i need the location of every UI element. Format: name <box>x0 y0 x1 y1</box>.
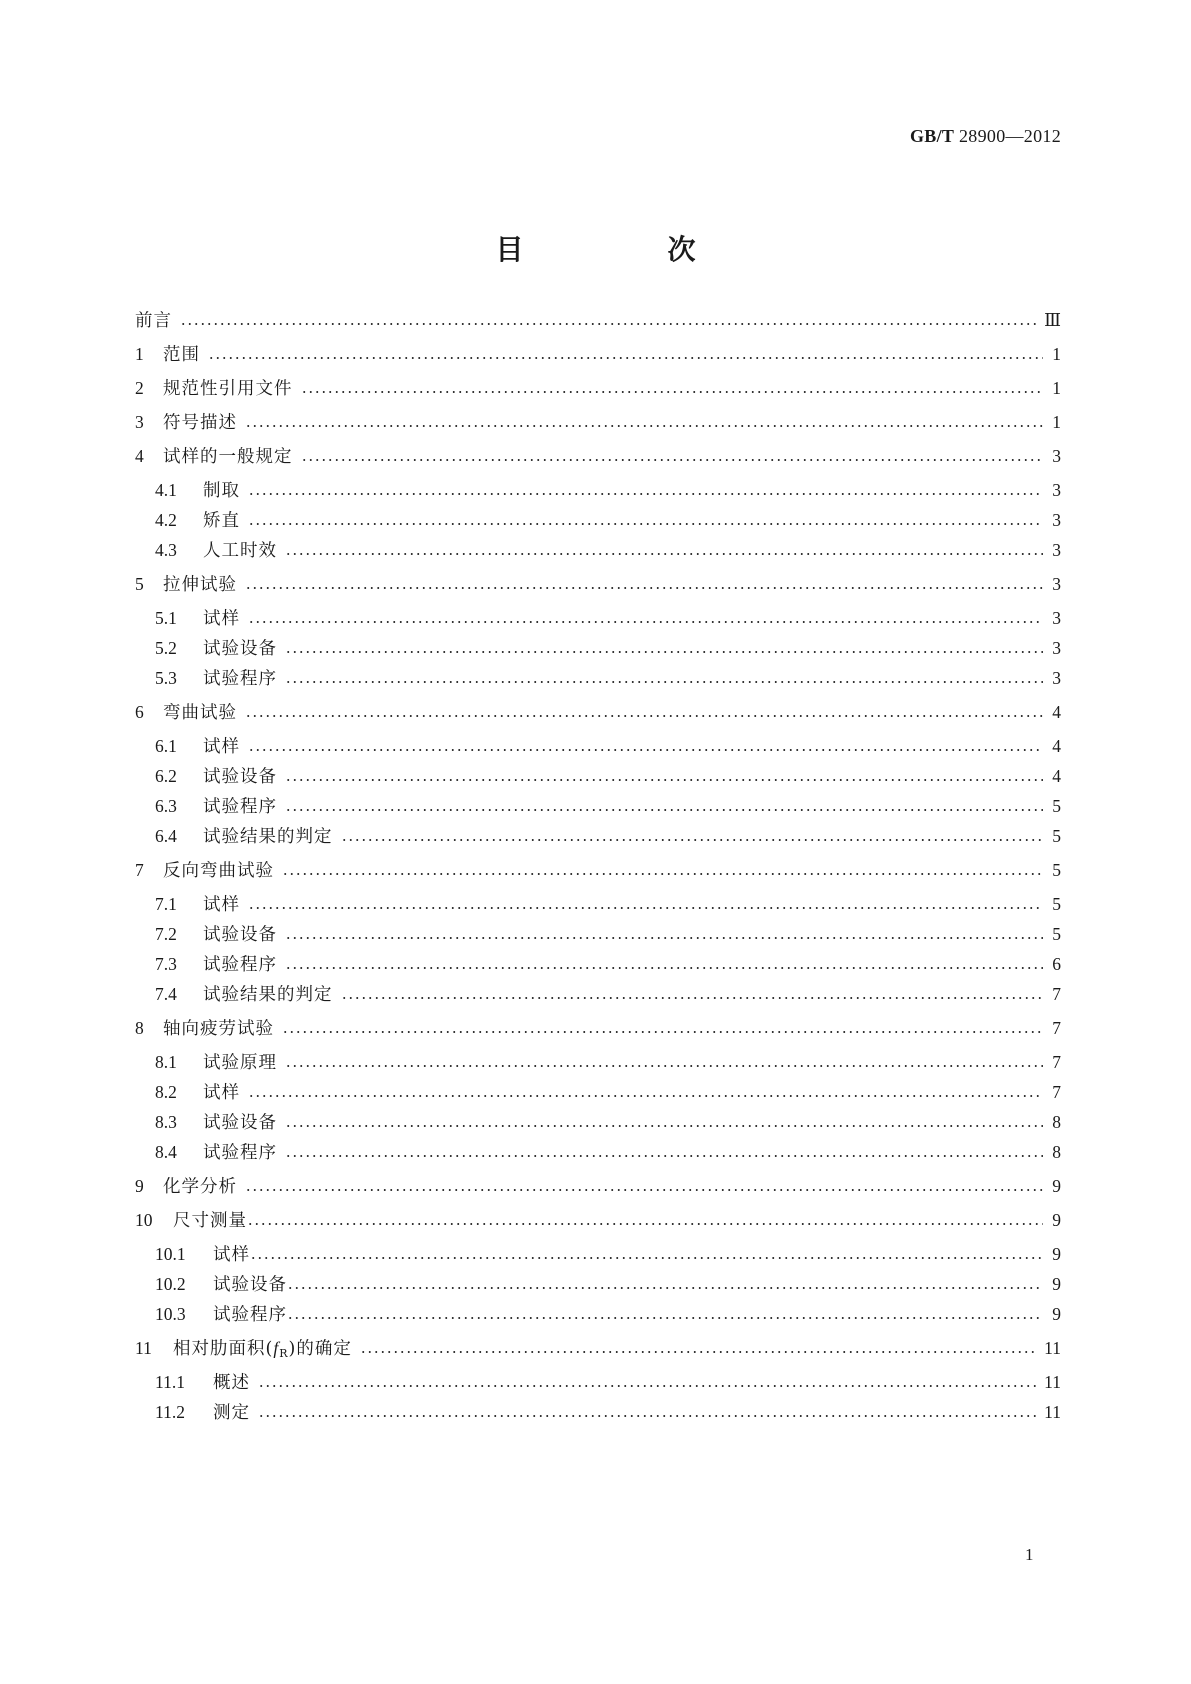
toc-dot-leader <box>301 390 1044 394</box>
toc-entry-page: 1 <box>1052 378 1061 398</box>
toc-entry-page: 6 <box>1052 954 1061 974</box>
toc-entry-number: 1 <box>135 344 144 364</box>
toc-entry-label: 测定 <box>213 1403 250 1423</box>
toc-entry-page: 4 <box>1052 766 1061 786</box>
toc-dot-leader <box>245 424 1043 428</box>
toc-entry-label: 概述 <box>213 1373 250 1393</box>
toc-entry-number: 8.2 <box>155 1082 177 1102</box>
toc-entry-page: 1 <box>1052 344 1061 364</box>
toc-entry[interactable] <box>135 307 1061 333</box>
toc-dot-leader <box>301 458 1044 462</box>
toc-entry-page: 5 <box>1052 924 1061 944</box>
toc-entry-label: 试验结果的判定 <box>203 985 333 1005</box>
toc-entry[interactable] <box>155 981 1061 1007</box>
toc-dot-leader <box>248 748 1043 752</box>
toc-entry-page: 4 <box>1052 702 1061 722</box>
toc-entry-label: 试验原理 <box>203 1053 277 1073</box>
toc-entry[interactable] <box>155 823 1061 849</box>
toc-entry-label: 制取 <box>203 481 240 501</box>
toc-entry-label: 符号描述 <box>163 413 237 433</box>
toc-dot-leader <box>245 714 1043 718</box>
toc-entry-number: 3 <box>135 412 144 432</box>
toc-entry[interactable] <box>155 537 1061 563</box>
toc-dot-leader <box>285 778 1043 782</box>
toc-entry-label: 试样的一般规定 <box>163 447 293 467</box>
toc-entry-label: 试验程序 <box>203 1143 277 1163</box>
toc-entry-number: 4.1 <box>155 480 177 500</box>
toc-entry-page: 3 <box>1052 446 1061 466</box>
toc-dot-leader <box>247 1222 1043 1226</box>
toc-dot-leader <box>285 1124 1043 1128</box>
toc-entry-label: 试样 <box>203 737 240 757</box>
toc-entry[interactable] <box>155 665 1061 691</box>
toc-entry-page: 9 <box>1052 1274 1061 1294</box>
toc-entry[interactable] <box>155 951 1061 977</box>
toc-entry-label: 规范性引用文件 <box>163 379 293 399</box>
toc-entry-number: 11.2 <box>155 1402 185 1422</box>
toc-entry[interactable] <box>155 1369 1061 1395</box>
toc-entry-number: 7.3 <box>155 954 177 974</box>
toc-entry-page: Ⅲ <box>1044 310 1061 330</box>
toc-dot-leader <box>248 906 1043 910</box>
toc-entry[interactable] <box>155 507 1061 533</box>
toc-entry-number: 7.1 <box>155 894 177 914</box>
toc-entry-page: 3 <box>1052 540 1061 560</box>
toc-dot-leader <box>248 1094 1043 1098</box>
toc-dot-leader <box>285 650 1043 654</box>
toc-entry-number: 6.4 <box>155 826 177 846</box>
toc-entry[interactable] <box>135 409 1061 435</box>
toc-entry-number: 9 <box>135 1176 144 1196</box>
toc-entry-label: 范围 <box>163 345 200 365</box>
toc-entry-label: 化学分析 <box>163 1177 237 1197</box>
toc-entry[interactable] <box>155 733 1061 759</box>
toc-entry-number: 10.1 <box>155 1244 186 1264</box>
toc-entry[interactable] <box>135 699 1061 725</box>
toc-dot-leader <box>285 808 1043 812</box>
toc-entry[interactable] <box>155 763 1061 789</box>
toc-entry-page: 1 <box>1052 412 1061 432</box>
toc-entry-number: 10.3 <box>155 1304 186 1324</box>
standard-code <box>910 126 1061 147</box>
toc-entry[interactable] <box>155 477 1061 503</box>
toc-entry[interactable] <box>135 341 1061 367</box>
toc-entry-page: 5 <box>1052 894 1061 914</box>
toc-entry-page: 5 <box>1052 796 1061 816</box>
toc-entry-page: 3 <box>1052 574 1061 594</box>
toc-dot-leader <box>245 586 1043 590</box>
toc-entry-label: 试样 <box>203 895 240 915</box>
toc-entry[interactable] <box>155 1139 1061 1165</box>
toc-entry-number: 11.1 <box>155 1372 185 1392</box>
toc-dot-leader <box>250 1256 1043 1260</box>
toc-dot-leader <box>285 1154 1043 1158</box>
toc-entry[interactable] <box>155 1049 1061 1075</box>
toc-entry-number: 8 <box>135 1018 144 1038</box>
toc-entry-label: 试验程序 <box>203 797 277 817</box>
toc-entry-label: 相对肋面积$(f_R)$的确定 <box>173 1338 352 1360</box>
toc-entry-page: 4 <box>1052 736 1061 756</box>
toc-entry-label: 试样 <box>213 1245 250 1265</box>
toc-entry-label: 试样 <box>203 1083 240 1103</box>
toc-entry[interactable] <box>135 375 1061 401</box>
toc-entry-label: 人工时效 <box>203 541 277 561</box>
toc-entry-label: 试验结果的判定 <box>203 827 333 847</box>
toc-entry-page: 5 <box>1052 860 1061 880</box>
toc-dot-leader <box>248 522 1043 526</box>
toc-entry-number: 5.1 <box>155 608 177 628</box>
standard-code-number: 28900—2012 <box>959 126 1061 146</box>
toc-entry-number: 10 <box>135 1210 153 1230</box>
toc-dot-leader <box>258 1384 1036 1388</box>
toc-entry-page: 11 <box>1044 1338 1061 1358</box>
toc-entry-label: 试样 <box>203 609 240 629</box>
toc-entry-label: 试验程序 <box>203 669 277 689</box>
toc-dot-leader <box>245 1188 1043 1192</box>
toc-entry[interactable] <box>155 1109 1061 1135</box>
toc-entry[interactable] <box>135 1173 1061 1199</box>
toc-entry-label: 试验设备 <box>203 767 277 787</box>
toc-entry-number: 7 <box>135 860 144 880</box>
toc-entry-number: 6.1 <box>155 736 177 756</box>
toc-entry-label: 试验程序 <box>203 955 277 975</box>
toc-entry-number: 4.2 <box>155 510 177 530</box>
page-title: 目 次 <box>495 233 754 266</box>
toc-entry-label: 轴向疲劳试验 <box>163 1019 274 1039</box>
toc-entry-page: 5 <box>1052 826 1061 846</box>
toc-entry-number: 10.2 <box>155 1274 186 1294</box>
toc-entry-page: 3 <box>1052 480 1061 500</box>
toc-dot-leader <box>341 996 1044 1000</box>
toc-entry-number: 5 <box>135 574 144 594</box>
toc-entry-page: 9 <box>1052 1176 1061 1196</box>
toc-entry-number: 11 <box>135 1338 152 1358</box>
toc-entry-page: 7 <box>1052 1018 1061 1038</box>
toc-entry-page: 7 <box>1052 1052 1061 1072</box>
toc-entry-label: 试验设备 <box>203 1113 277 1133</box>
toc-dot-leader <box>341 838 1044 842</box>
toc-entry-page: 3 <box>1052 638 1061 658</box>
toc-entry-number: 4.3 <box>155 540 177 560</box>
toc-entry-page: 3 <box>1052 510 1061 530</box>
toc-dot-leader <box>248 492 1043 496</box>
toc-dot-leader <box>180 322 1036 326</box>
toc-entry-number: 5.2 <box>155 638 177 658</box>
toc-entry[interactable] <box>155 793 1061 819</box>
toc-entry[interactable] <box>155 1241 1061 1267</box>
toc-entry[interactable] <box>155 1079 1061 1105</box>
toc-dot-leader <box>287 1286 1043 1290</box>
toc-entry-number: 7.2 <box>155 924 177 944</box>
toc-entry-number: 8.1 <box>155 1052 177 1072</box>
toc-entry-number: 7.4 <box>155 984 177 1004</box>
toc-entry[interactable] <box>135 571 1061 597</box>
toc-entry[interactable] <box>155 1399 1061 1425</box>
toc-dot-leader <box>285 680 1043 684</box>
toc-entry[interactable] <box>155 891 1061 917</box>
toc-entry[interactable] <box>135 1207 1061 1233</box>
toc-entry-number: 6.3 <box>155 796 177 816</box>
toc-entry-page: 7 <box>1052 984 1061 1004</box>
toc-entry[interactable] <box>135 857 1061 883</box>
toc-entry[interactable] <box>155 1271 1061 1297</box>
toc-entry[interactable] <box>135 1015 1061 1041</box>
toc-entry-page: 9 <box>1052 1304 1061 1324</box>
toc-entry-label: 前言 <box>135 311 172 331</box>
toc-dot-leader <box>258 1414 1036 1418</box>
toc-entry-label: 拉伸试验 <box>163 575 237 595</box>
toc-entry-page: 9 <box>1052 1244 1061 1264</box>
toc-entry[interactable] <box>155 1301 1061 1327</box>
toc-entry-number: 2 <box>135 378 144 398</box>
toc-dot-leader <box>285 936 1043 940</box>
toc-dot-leader <box>208 356 1043 360</box>
toc-entry[interactable] <box>135 443 1061 469</box>
toc-entry-page: 11 <box>1044 1372 1061 1392</box>
toc-entry-page: 11 <box>1044 1402 1061 1422</box>
toc-entry-label: 试验设备 <box>203 639 277 659</box>
toc-dot-leader <box>285 966 1043 970</box>
toc-entry-number: 6.2 <box>155 766 177 786</box>
toc-entry[interactable] <box>135 1335 1061 1361</box>
page-number: 1 <box>1025 1545 1034 1564</box>
toc-dot-leader <box>285 1064 1043 1068</box>
toc-dot-leader <box>282 872 1043 876</box>
toc-dot-leader <box>360 1350 1036 1354</box>
toc-dot-leader <box>285 552 1043 556</box>
toc-entry-number: 4 <box>135 446 144 466</box>
toc-entry-page: 9 <box>1052 1210 1061 1230</box>
toc-entry-page: 3 <box>1052 668 1061 688</box>
toc-entry-label: 试验程序 <box>213 1305 287 1325</box>
toc-entry-label: 试验设备 <box>213 1275 287 1295</box>
toc-entry-label: 尺寸测量 <box>173 1211 247 1231</box>
toc-dot-leader <box>248 620 1043 624</box>
toc-entry-label: 矫直 <box>203 511 240 531</box>
toc-entry-page: 8 <box>1052 1112 1061 1132</box>
toc-entry-number: 8.4 <box>155 1142 177 1162</box>
toc-entry-number: 8.3 <box>155 1112 177 1132</box>
toc-entry[interactable] <box>155 605 1061 631</box>
standard-code-prefix: GB/T <box>909 126 955 146</box>
toc-dot-leader <box>287 1316 1043 1320</box>
toc-entry-page: 3 <box>1052 608 1061 628</box>
toc-dot-leader <box>282 1030 1043 1034</box>
toc-entry[interactable] <box>155 635 1061 661</box>
toc-entry-page: 7 <box>1052 1082 1061 1102</box>
toc-entry-label: 试验设备 <box>203 925 277 945</box>
toc-entry-label: 反向弯曲试验 <box>163 861 274 881</box>
toc-entry-number: 6 <box>135 702 144 722</box>
toc-entry-page: 8 <box>1052 1142 1061 1162</box>
toc-entry-label: 弯曲试验 <box>163 703 237 723</box>
toc-entry[interactable] <box>155 921 1061 947</box>
toc-entry-number: 5.3 <box>155 668 177 688</box>
